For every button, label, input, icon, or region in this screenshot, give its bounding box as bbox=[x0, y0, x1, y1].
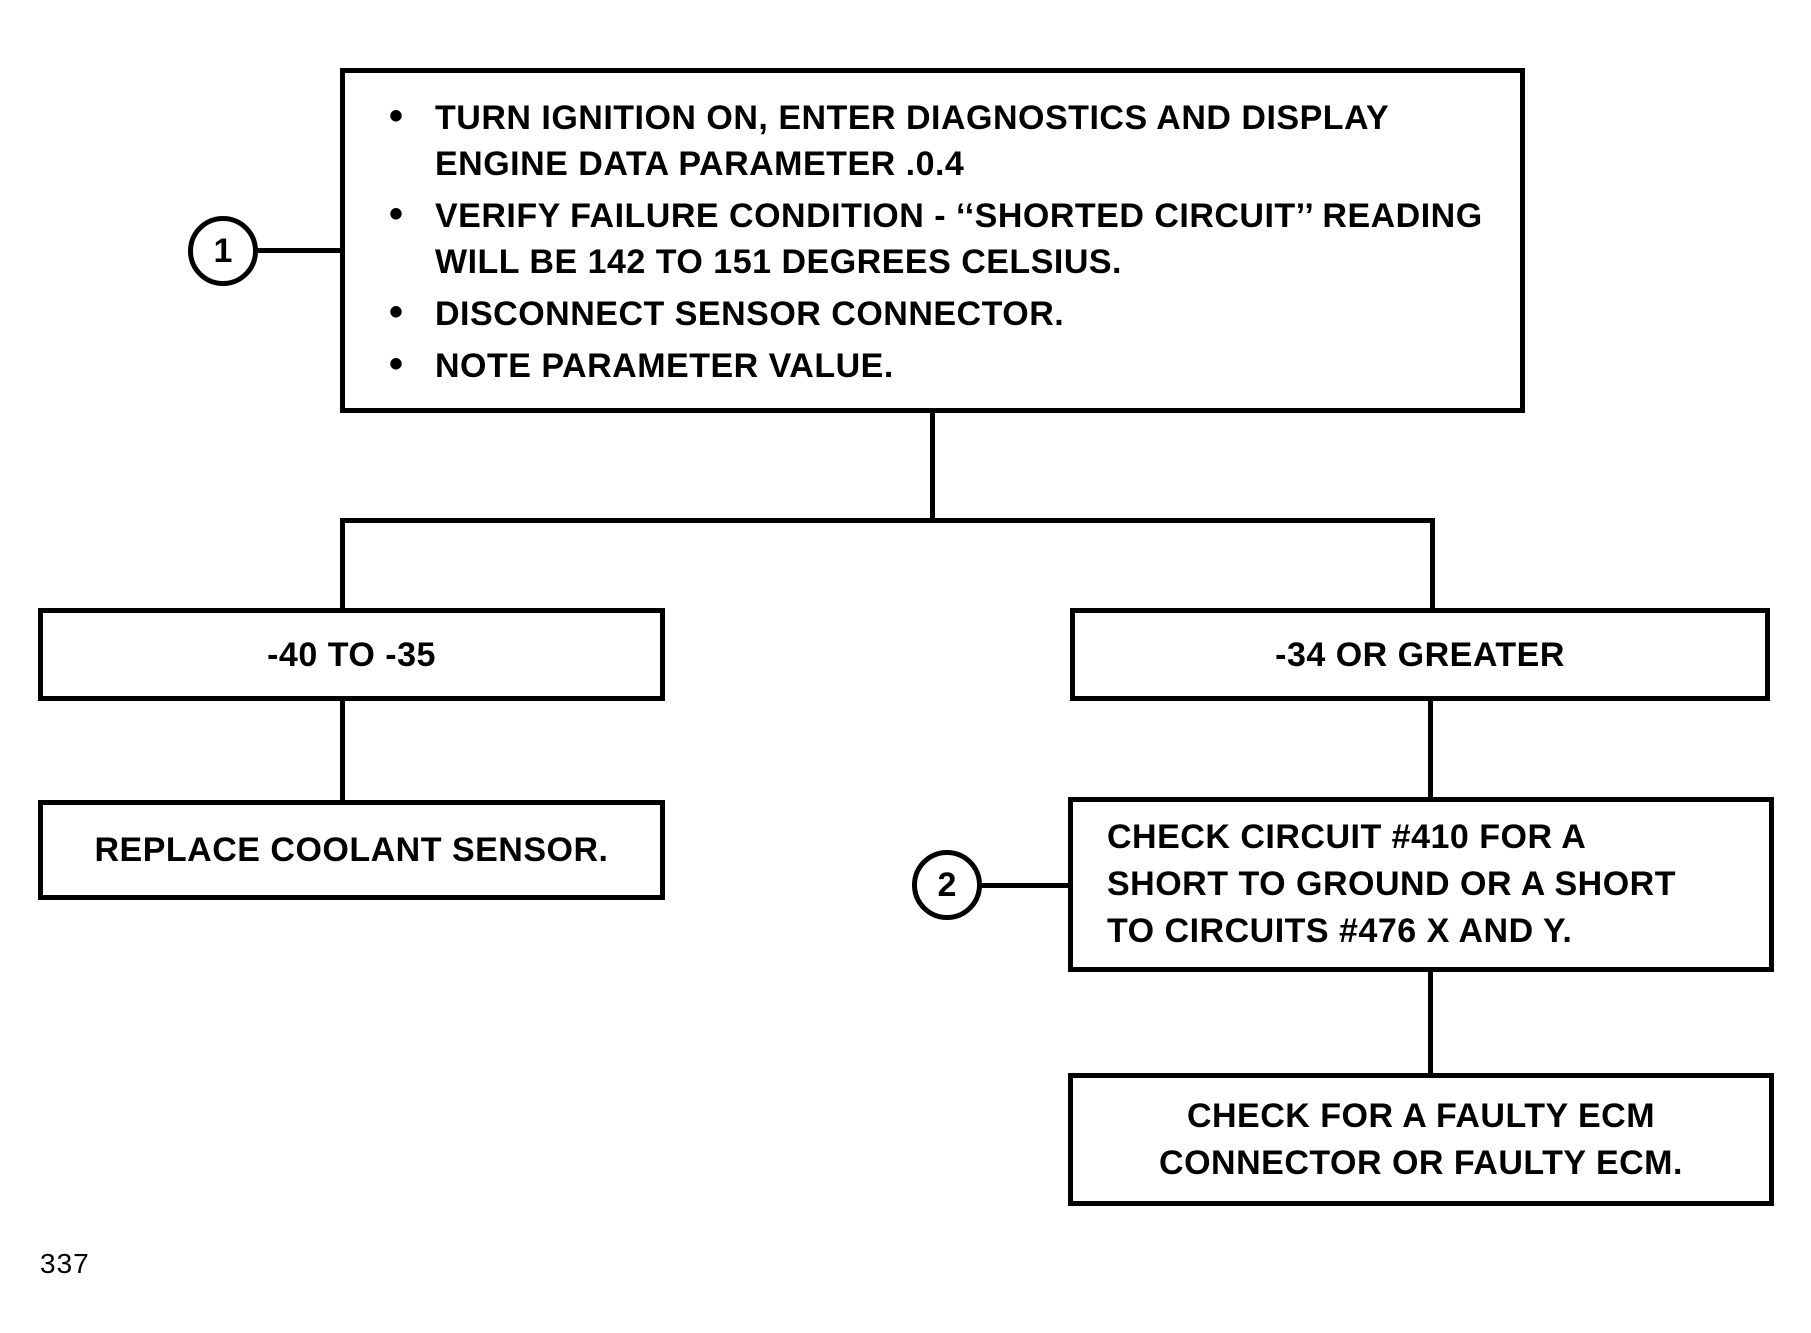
check-ecm-line-1: CHECK FOR A FAULTY ECM bbox=[1186, 1096, 1656, 1135]
connector-step2-to-final bbox=[1428, 972, 1433, 1075]
list-item: • TURN IGNITION ON, ENTER DIAGNOSTICS AND DISPLAY ENGINE DATA PARAMETER .0.4 bbox=[375, 95, 1500, 187]
connector-step1-down bbox=[930, 413, 935, 521]
check-ecm-box bbox=[1068, 1073, 1774, 1206]
step-marker-2-label: 2 bbox=[937, 865, 957, 904]
list-item: • DISCONNECT SENSOR CONNECTOR. bbox=[375, 291, 1500, 337]
replace-coolant-sensor-box bbox=[38, 800, 665, 900]
check-circuit-line-1: CHECK CIRCUIT #410 FOR A bbox=[1107, 818, 1587, 856]
branch-label-left bbox=[38, 608, 665, 701]
check-circuit-box bbox=[1068, 797, 1774, 972]
connector-split-left-drop bbox=[340, 518, 345, 610]
step1-instructions-box bbox=[340, 68, 1525, 413]
branch-label-right-text: -34 OR GREATER bbox=[1275, 635, 1565, 674]
connector-split-right-drop bbox=[1430, 518, 1435, 610]
connector-split-bar bbox=[340, 518, 1435, 523]
check-ecm-line-2: CONNECTOR OR FAULTY ECM. bbox=[1159, 1143, 1683, 1182]
branch-label-left-text: -40 TO -35 bbox=[267, 635, 436, 674]
connector-right-range-to-step2 bbox=[1428, 701, 1433, 799]
connector-left-range-to-result bbox=[340, 701, 345, 801]
step-marker-2 bbox=[912, 850, 982, 920]
list-item: • VERIFY FAILURE CONDITION - ‘‘SHORTED CIRCUIT’’ READING WILL BE 142 TO 151 DEGREES CELSIUS. bbox=[375, 193, 1500, 285]
step-marker-1 bbox=[188, 216, 258, 286]
branch-label-right bbox=[1070, 608, 1770, 701]
replace-coolant-sensor-text: REPLACE COOLANT SENSOR. bbox=[94, 831, 609, 869]
check-circuit-line-2: SHORT TO GROUND OR A SHORT bbox=[1107, 865, 1676, 903]
check-circuit-line-3: TO CIRCUITS #476 X AND Y. bbox=[1107, 912, 1573, 950]
step-marker-1-label: 1 bbox=[213, 231, 233, 270]
connector-marker2-to-step2 bbox=[980, 883, 1072, 888]
connector-marker1-to-step1 bbox=[256, 248, 346, 253]
page-number: 337 bbox=[40, 1248, 90, 1279]
list-item: • NOTE PARAMETER VALUE. bbox=[375, 343, 1500, 389]
step1-bullet-list bbox=[375, 95, 1500, 389]
